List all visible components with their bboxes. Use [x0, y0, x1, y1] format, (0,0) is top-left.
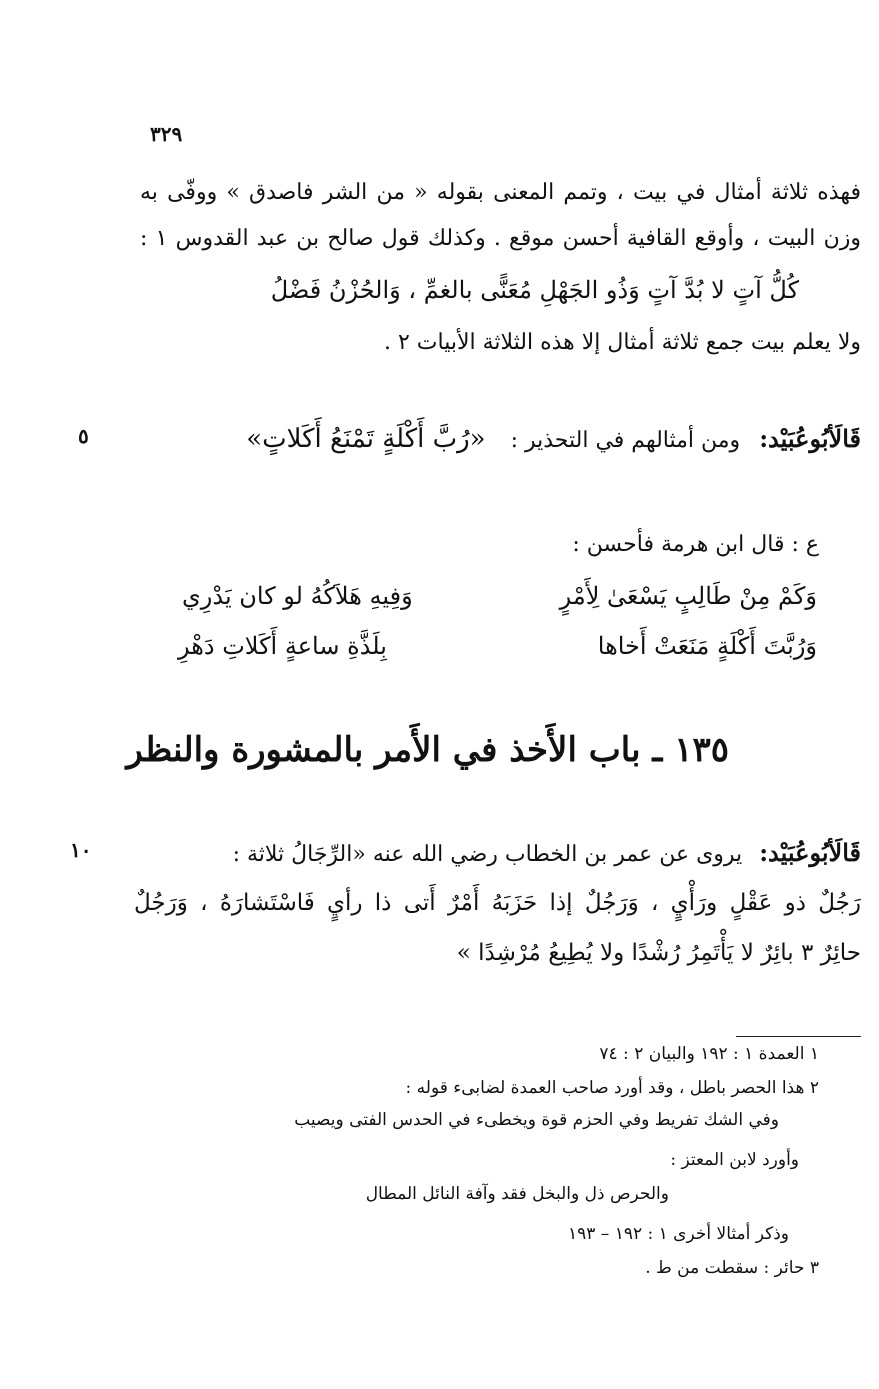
footnote-separator	[736, 1036, 861, 1037]
umar-quote-line-2: رَجُلٌ ذو عَقْلٍ ورَأْيٍ ، وَرَجُلٌ إذا حَزَبَهُ أَمْرٌ أَتى ذا رأيٍ فَاسْتَشارَهُ ، وَرَجُلٌ	[134, 890, 861, 916]
footnote-2-continued: وأورد لابن المعتز :	[670, 1150, 799, 1170]
umar-quote-line-1	[233, 838, 861, 867]
verse1-first-half: وَكَمْ مِنْ طَالِبٍ يَسْعَىٰ لِأَمْرٍ	[559, 582, 817, 610]
verse1-second-half: وَفِيهِ هَلاَكُهُ لو كان يَدْرِي	[182, 582, 413, 610]
chapter-heading: ١٣٥ ـ باب الأَخذ في الأَمر بالمشورة والنظر	[126, 730, 729, 770]
speaker-label-2: قَالَأبُوعُبَيْد:	[759, 838, 861, 867]
proverb-intro: ومن أمثالهم في التحذير :	[510, 428, 741, 453]
page-number: ٣٢٩	[150, 122, 183, 146]
margin-number-5: ٥	[78, 424, 89, 448]
umar-quote-text-1: يروى عن عمر بن الخطاب رضي الله عنه «الرِّجَالُ ثلاثة :	[232, 842, 743, 867]
proverb-line	[246, 424, 861, 454]
margin-number-10: ١٠	[70, 838, 92, 862]
verse2-second-half: بِلَذَّةِ ساعةٍ أَكَلاتِ دَهْرِ	[178, 632, 387, 660]
footnote-1: ١ العمدة ١ : ١٩٢ والبيان ٢ : ٧٤	[599, 1044, 819, 1064]
footnote-2-verse-2: والحرص ذل والبخل فقد وآفة النائل المطال	[365, 1184, 669, 1204]
footnote-2-verse-1: وفي الشك تفريط وفي الحزم قوة ويخطىء في الحدس الفتى ويصيب	[294, 1110, 779, 1130]
footnote-3: ٣ حائر : سقطت من ط .	[645, 1258, 819, 1278]
ain-intro: ع : قال ابن هرمة فأحسن :	[572, 532, 819, 557]
speaker-label: قَالَأبُوعُبَيْد:	[759, 424, 861, 453]
para1-line-2: وزن البيت ، وأوقع القافية أحسن موقع . وكذلك قول صالح بن عبد القدوس ١ :	[140, 226, 861, 251]
footnote-2-reference: وذكر أمثالا أخرى ١ : ١٩٢ – ١٩٣	[567, 1224, 789, 1244]
para1-line-1: فهذه ثلاثة أمثال في بيت ، وتمم المعنى بقوله « من الشر فاصدق » ووفّى به	[140, 180, 861, 205]
para1-after: ولا يعلم بيت جمع ثلاثة أمثال إلا هذه الثلاثة الأبيات ٢ .	[383, 330, 861, 355]
verse-salih: كُلُّ آتٍ لا بُدَّ آتٍ وَذُو الجَهْلِ مُعَنًّى بالغمِّ ، وَالحُزْنُ فَضْلُ	[270, 276, 799, 304]
footnote-2: ٢ هذا الحصر باطل ، وقد أورد صاحب العمدة لضابىء قوله :	[405, 1078, 819, 1098]
verse2-first-half: وَرُبَّتَ أَكْلَةٍ مَنَعَتْ أَخاها	[597, 632, 817, 660]
proverb-text: «رُبَّ أَكْلَةٍ تَمْنَعُ أَكَلاتٍ»	[246, 424, 486, 454]
umar-quote-line-3: حائِرٌ ٣ بائِرٌ لا يَأْتَمِرُ رُشْدًا ولا يُطِيعُ مُرْشِدًا »	[456, 940, 861, 966]
